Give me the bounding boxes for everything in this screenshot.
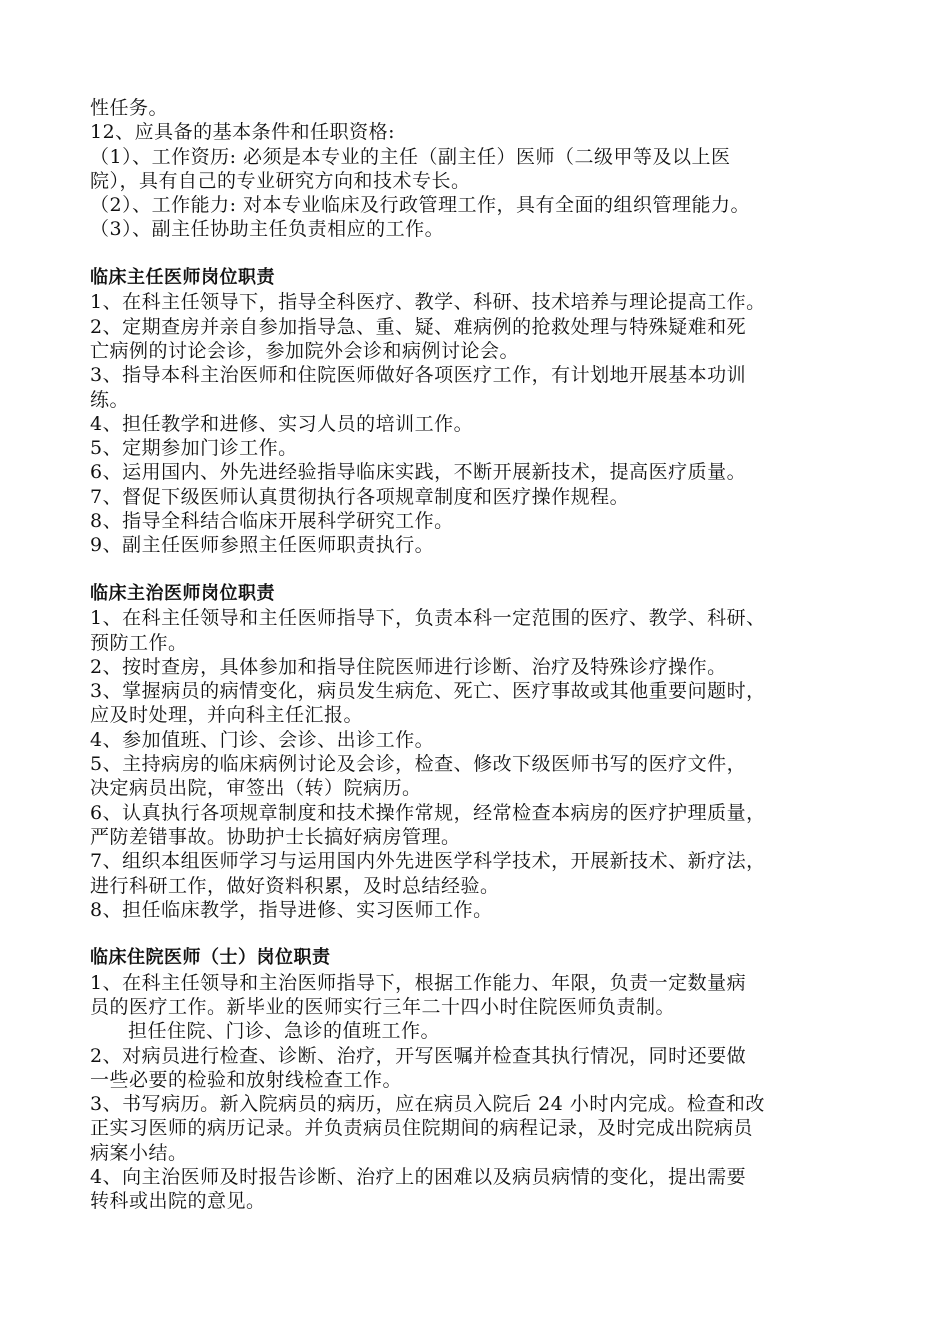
text-line: 练。	[90, 388, 130, 411]
section-gap	[90, 242, 890, 266]
text-line: （2）、工作能力: 对本专业临床及行政管理工作，具有全面的组织管理能力。	[90, 194, 751, 217]
section-title: 临床主治医师岗位职责	[90, 582, 275, 604]
text-line: 1、在科主任领导和主任医师指导下，负责本科一定范围的医疗、教学、科研、	[90, 607, 766, 630]
text-line: 应及时处理，并向科主任汇报。	[90, 704, 364, 727]
text-line: 6、认真执行各项规章制度和技术操作常规，经常检查本病房的医疗护理质量，	[90, 801, 766, 824]
text-line: （3）、副主任协助主任负责相应的工作。	[90, 218, 445, 241]
text-line: 2、对病员进行检查、诊断、治疗，开写医嘱并检查其执行情况，同时还要做	[90, 1044, 747, 1067]
section-title: 临床主任医师岗位职责	[90, 267, 275, 289]
text-line: 7、组织本组医师学习与运用国内外先进医学科学技术，开展新技术、新疗法，	[90, 850, 766, 873]
text-line: 院），具有自己的专业研究方向和技术专长。	[90, 169, 471, 192]
text-line: 正实习医师的病历记录。并负责病员住院期间的病程记录，及时完成出院病员	[90, 1117, 754, 1140]
text-line: 员的医疗工作。新毕业的医师实行三年二十四小时住院医师负责制。	[90, 995, 676, 1018]
text-line: 5、定期参加门诊工作。	[90, 437, 298, 460]
section-title: 临床住院医师（士）岗位职责	[90, 947, 331, 969]
section-attending-physician	[90, 582, 890, 922]
text-line: 1、在科主任领导下，指导全科医疗、教学、科研、技术培养与理论提高工作。	[90, 291, 766, 314]
text-line: 3、指导本科主治医师和住院医师做好各项医疗工作，有计划地开展基本功训	[90, 364, 747, 387]
text-line: 2、定期查房并亲自参加指导急、重、疑、难病例的抢救处理与特殊疑难和死	[90, 315, 747, 338]
text-line: 病案小结。	[90, 1141, 188, 1164]
text-line: 转科或出院的意见。	[90, 1190, 266, 1213]
text-line: 预防工作。	[90, 631, 188, 654]
text-line: 决定病员出院，审签出（转）院病历。	[90, 777, 422, 800]
text-line: 一些必要的检验和放射线检查工作。	[90, 1068, 403, 1091]
text-line: 9、副主任医师参照主任医师职责执行。	[90, 534, 435, 557]
text-line: 性任务。	[90, 97, 169, 119]
section-gap	[90, 922, 890, 946]
section-chief-physician	[90, 266, 890, 558]
text-line: 4、向主治医师及时报告诊断、治疗上的困难以及病员病情的变化，提出需要	[90, 1166, 747, 1189]
document-page	[90, 96, 890, 1214]
text-line: 8、担任临床教学，指导进修、实习医师工作。	[90, 898, 493, 921]
text-line: 担任住院、门诊、急诊的值班工作。	[128, 1020, 441, 1043]
text-line: 12、应具备的基本条件和任职资格:	[90, 121, 396, 144]
text-line: 3、书写病历。新入院病员的病历，应在病员入院后 24 小时内完成。检查和改	[90, 1093, 765, 1116]
text-line: 4、参加值班、门诊、会诊、出诊工作。	[90, 728, 435, 751]
text-line: 7、督促下级医师认真贯彻执行各项规章制度和医疗操作规程。	[90, 485, 630, 508]
text-line: （1）、工作资历: 必须是本专业的主任（副主任）医师（二级甲等及以上医	[90, 145, 731, 168]
text-line: 亡病例的讨论会诊，参加院外会诊和病例讨论会。	[90, 339, 520, 362]
text-line: 8、指导全科结合临床开展科学研究工作。	[90, 510, 454, 533]
text-line: 5、主持病房的临床病例讨论及会诊，检查、修改下级医师书写的医疗文件，	[90, 753, 747, 776]
text-line: 6、运用国内、外先进经验指导临床实践，不断开展新技术，提高医疗质量。	[90, 461, 747, 484]
intro-block	[90, 96, 890, 242]
section-resident-physician	[90, 946, 890, 1213]
text-line: 严防差错事故。协助护士长搞好病房管理。	[90, 825, 461, 848]
section-gap	[90, 558, 890, 582]
text-line: 1、在科主任领导和主治医师指导下，根据工作能力、年限，负责一定数量病	[90, 971, 747, 994]
text-line: 2、按时查房，具体参加和指导住院医师进行诊断、治疗及特殊诊疗操作。	[90, 655, 727, 678]
text-line: 进行科研工作，做好资料积累，及时总结经验。	[90, 874, 500, 897]
text-line: 3、掌握病员的病情变化，病员发生病危、死亡、医疗事故或其他重要问题时，	[90, 680, 766, 703]
text-line: 4、担任教学和进修、实习人员的培训工作。	[90, 412, 474, 435]
